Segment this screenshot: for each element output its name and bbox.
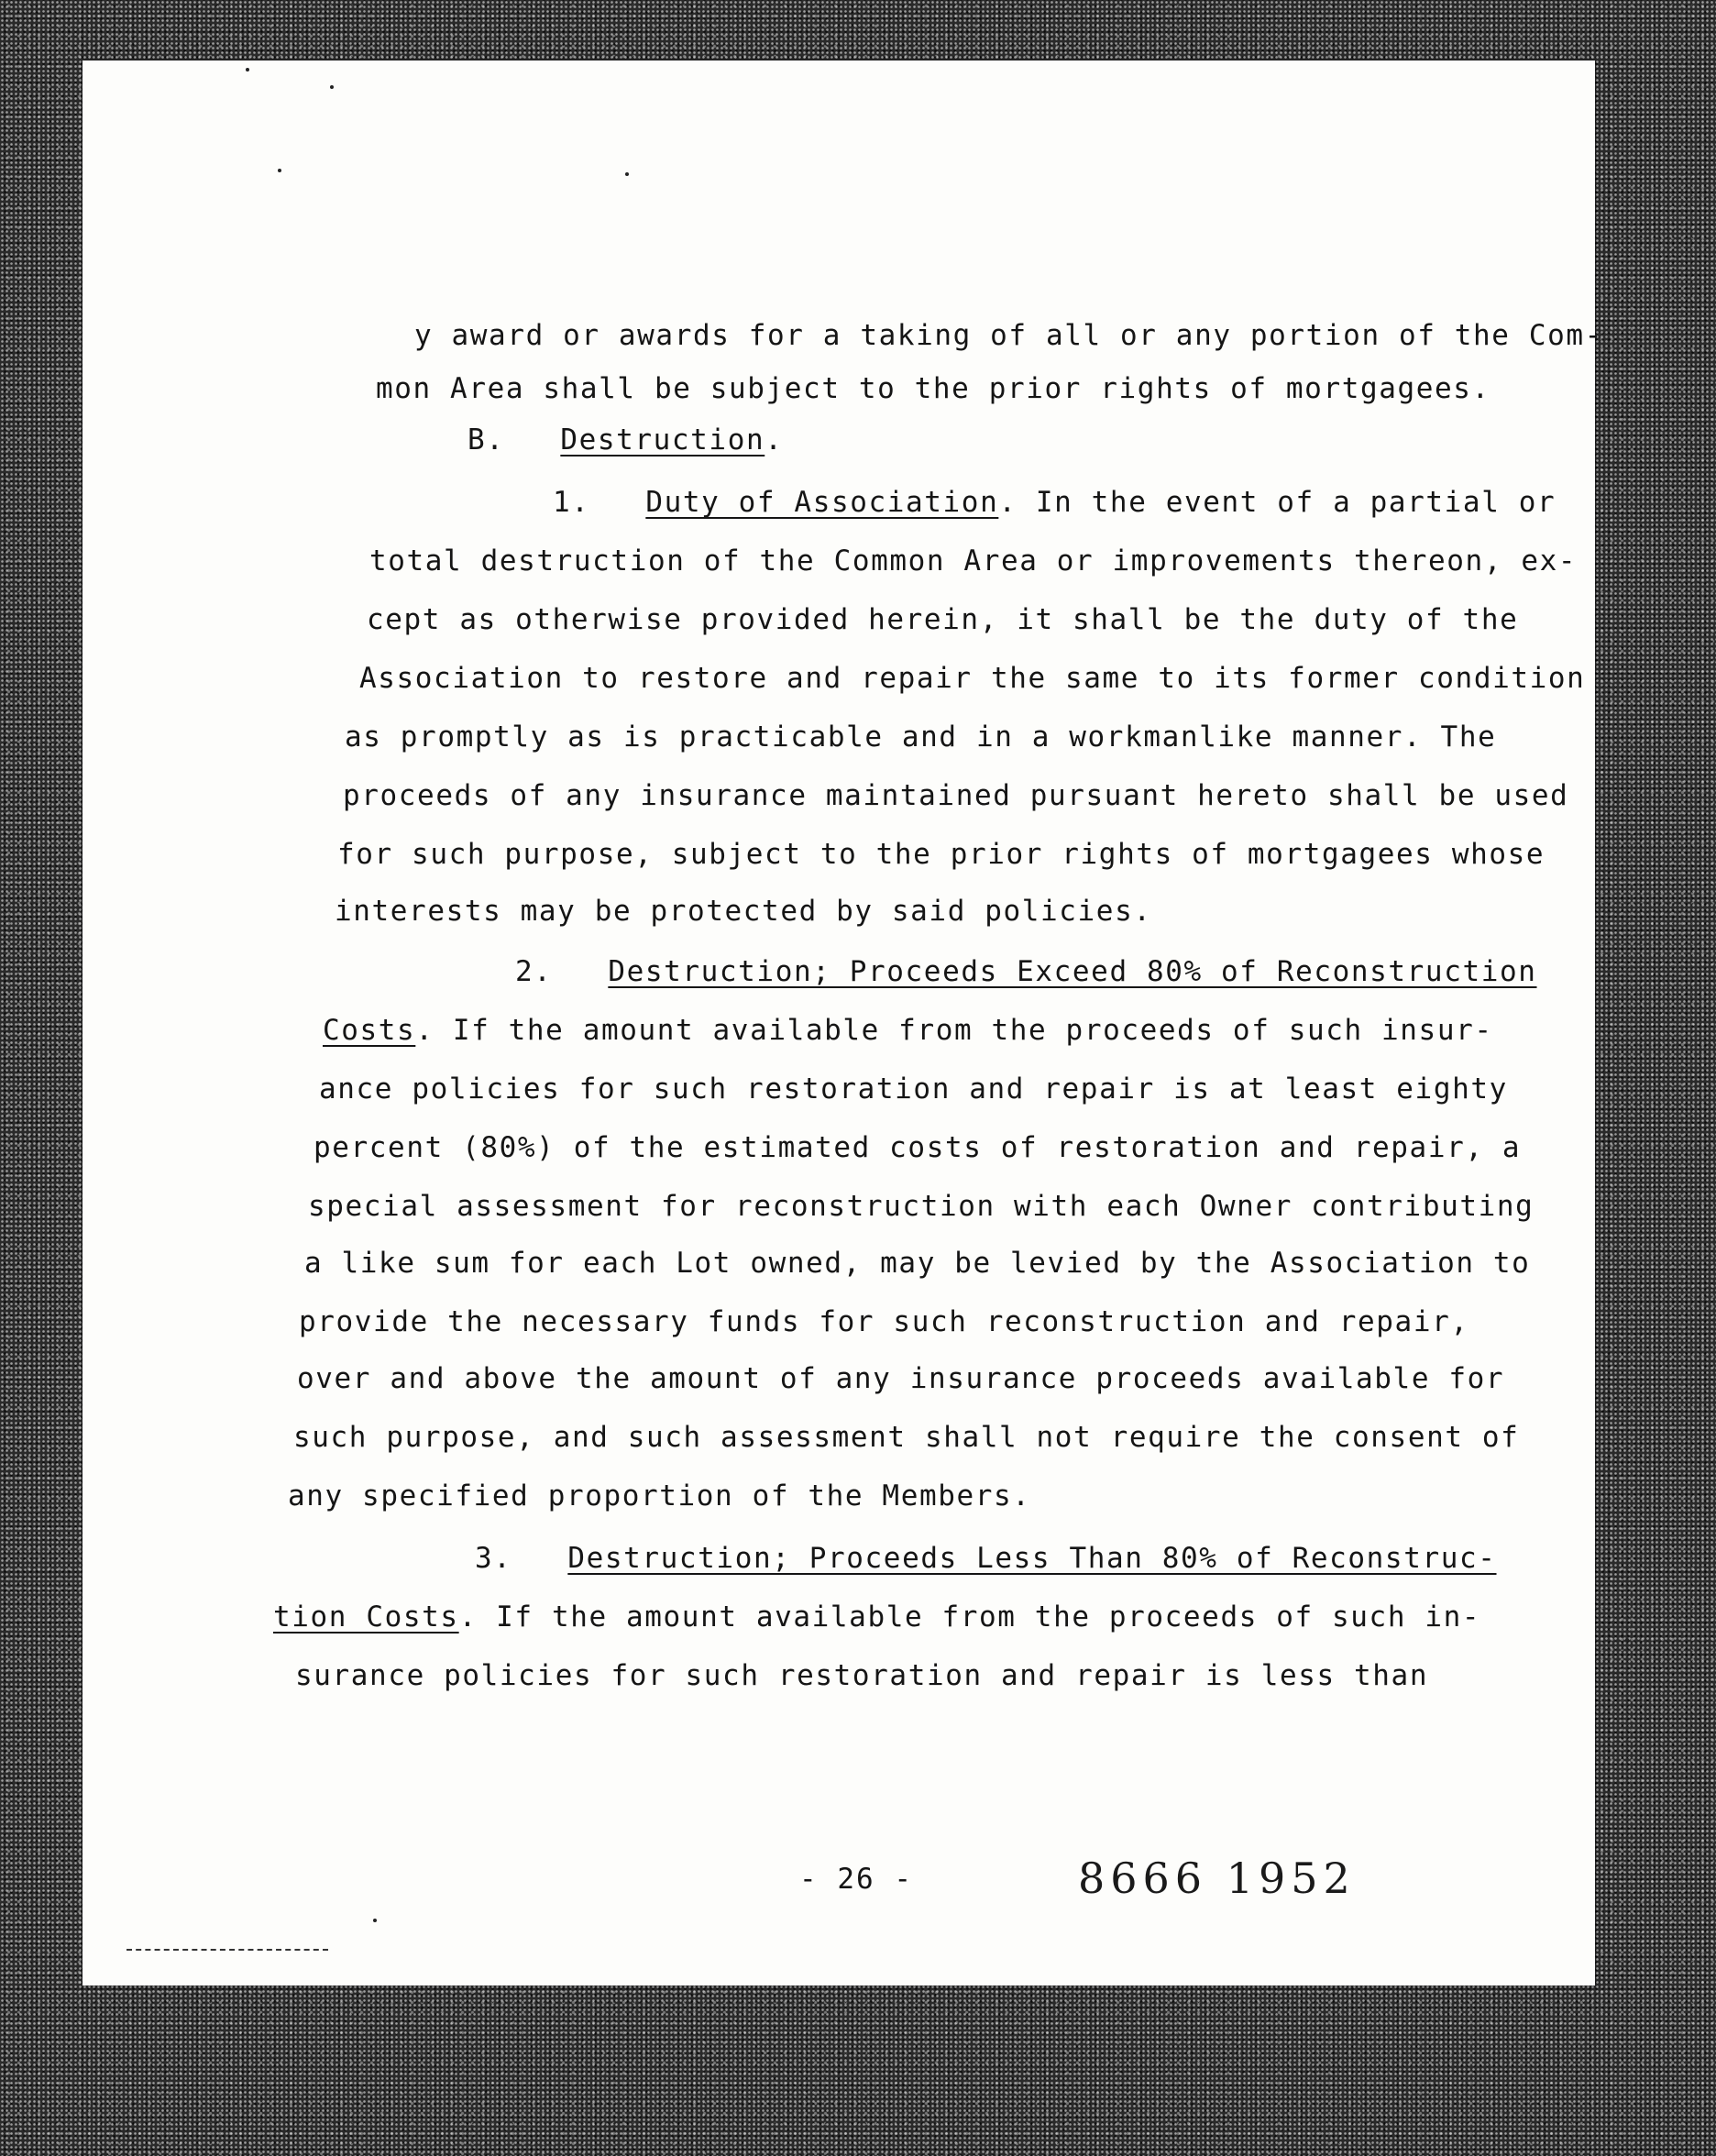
item3-heading: Destruction; Proceeds Less Than 80% of Reconstruc- [567, 1542, 1497, 1575]
text-line: proceeds of any insurance maintained pursuant hereto shall be used [343, 779, 1569, 812]
text-line: such purpose, and such assessment shall not require the consent of [293, 1421, 1520, 1454]
item2-first-line [515, 955, 1537, 988]
dashed-rule [126, 1949, 328, 1951]
text-line: any specified proportion of the Members. [288, 1480, 1031, 1512]
item2-heading: Destruction; Proceeds Exceed 80% of Reconstruction [608, 955, 1537, 988]
speck [246, 68, 249, 72]
speck [625, 172, 629, 176]
text-line: surance policies for such restoration and repair is less than [295, 1659, 1429, 1692]
text-line: over and above the amount of any insurance proceeds available for [297, 1362, 1505, 1395]
text-line: as promptly as is practicable and in a workmanlike manner. The [345, 720, 1497, 754]
text-line: total destruction of the Common Area or improvements thereon, ex- [369, 544, 1578, 578]
text-line: a like sum for each Lot owned, may be levied by the Association to [304, 1247, 1531, 1280]
text-line: ance policies for such restoration and repair is at least eighty [319, 1072, 1508, 1106]
text-line: Association to restore and repair the same to its former condition [359, 662, 1586, 695]
document-page [82, 60, 1603, 1986]
section-b-number: B. [468, 424, 505, 456]
page-number: - 26 - [799, 1863, 913, 1896]
text-line: provide the necessary funds for such reconstruction and repair, [299, 1305, 1469, 1338]
section-b-title: Destruction [560, 424, 765, 456]
item1-number: 1. [553, 486, 590, 519]
speck [330, 85, 334, 89]
text-segment: . If the amount available from the proceeds of such in- [458, 1600, 1481, 1634]
text-segment: . If the amount available from the proceeds of such insur- [415, 1014, 1493, 1047]
item3-heading-end: tion Costs [273, 1600, 459, 1634]
text-line: percent (80%) of the estimated costs of restoration and repair, a [314, 1131, 1522, 1164]
text-line: for such purpose, subject to the prior rights of mortgagees whose [337, 838, 1546, 871]
item3-first-line [475, 1542, 1497, 1575]
section-b-heading [468, 424, 784, 456]
section-b-period: . [764, 424, 784, 456]
speck [278, 169, 281, 172]
text-segment: . In the event of a partial or [998, 486, 1556, 519]
item1-first-line [553, 486, 1556, 519]
item2-second-line [323, 1014, 1493, 1047]
speck [1625, 1638, 1629, 1642]
text-line: y award or awards for a taking of all or any portion of the Com- [414, 319, 1603, 352]
item1-heading: Duty of Association [645, 486, 999, 519]
recording-stamp: 8666 1952 [1078, 1854, 1356, 1903]
item2-number: 2. [515, 955, 553, 988]
text-line: special assessment for reconstruction with each Owner contributing [308, 1190, 1534, 1223]
item2-heading-end: Costs [323, 1014, 416, 1047]
speck [373, 1919, 377, 1922]
text-line: interests may be protected by said policies. [335, 895, 1152, 928]
text-line: cept as otherwise provided herein, it shall be the duty of the [367, 603, 1519, 636]
item3-second-line [273, 1600, 1480, 1634]
item3-number: 3. [475, 1542, 512, 1575]
text-line: mon Area shall be subject to the prior rights of mortgagees. [376, 372, 1490, 405]
